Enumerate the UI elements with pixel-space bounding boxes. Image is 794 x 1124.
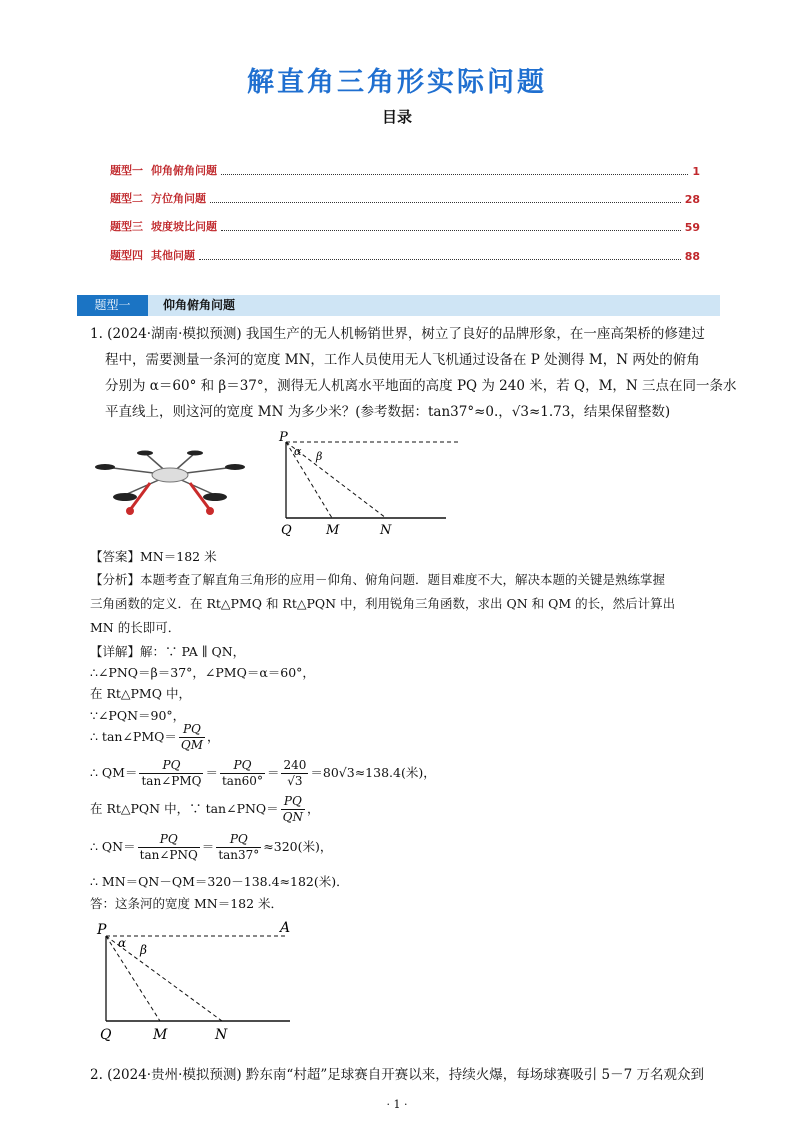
segment-PM [106, 936, 160, 1021]
text: ∴ QN＝ [90, 839, 136, 854]
text: ， [307, 801, 320, 816]
toc-item-3[interactable] [110, 216, 700, 234]
step-6 [90, 758, 436, 789]
numerator: PQ [220, 758, 265, 774]
denominator: tan60° [221, 774, 263, 788]
numerator: PQ [179, 722, 205, 738]
fraction [216, 832, 261, 863]
step-3: 在 Rt△PMQ 中， [90, 686, 191, 701]
label-N: N [215, 1027, 228, 1043]
q2-line-1: 2. (2024·贵州·模拟预测) 黔东南“村超”足球赛自开赛以来，持续火爆，每场球赛吸引 5－7 万名观众到 [90, 1067, 704, 1083]
text: ＝80√3≈138.4(米)， [310, 765, 436, 780]
text: ＝ [205, 765, 218, 780]
text: ∴ tan∠PMQ＝ [90, 729, 177, 744]
step-7 [90, 794, 320, 825]
segment-PM [286, 442, 332, 518]
fraction [281, 794, 305, 825]
denominator: tan∠PNQ [139, 848, 198, 862]
section-banner [77, 295, 720, 316]
q1-line-3: 分别为 α＝60° 和 β＝37°，测得无人机离水平地面的高度 PQ 为 240 米，若 Q，M，N 三点在同一条水 [105, 378, 737, 394]
toc-label: 仰角俯角问题 [151, 164, 217, 177]
label-M: M [153, 1027, 168, 1043]
text: 在 Rt△PQN 中，∵ tan∠PNQ＝ [90, 801, 279, 816]
numerator: PQ [138, 832, 200, 848]
text: ＝ [201, 839, 215, 854]
fraction [139, 758, 203, 789]
label-P: P [279, 430, 288, 445]
toc-leader [210, 202, 681, 203]
toc-num: 题型三 [110, 220, 143, 233]
toc-page: 1 [692, 165, 700, 178]
q1-line-1: 1. (2024·湖南·模拟预测) 我国生产的无人机畅销世界，树立了良好的品牌形象，在一座高架桥的修建过 [90, 326, 705, 342]
step-5 [90, 722, 220, 753]
label-beta: β [140, 943, 147, 957]
toc-leader [221, 230, 681, 231]
section-title: 仰角俯角问题 [163, 298, 236, 312]
toc-leader [199, 259, 681, 260]
analysis-line-3: MN 的长即可． [90, 620, 181, 635]
analysis-line-2: 三角函数的定义．在 Rt△PMQ 和 Rt△PQN 中，利用锐角三角函数，求出 QN 和 QM 的长，然后计算出 [90, 596, 676, 611]
toc-label: 其他问题 [151, 249, 195, 262]
page-title: 解直角三角形实际问题 [247, 67, 547, 98]
label-A: A [280, 920, 291, 936]
q1-line-4: 平直线上，则这河的宽度 MN 为多少米？(参考数据：tan37°≈0.，√3≈1.73，结果保留整数) [105, 404, 671, 420]
denominator: QM [180, 738, 204, 752]
toc-label: 方位角问题 [151, 192, 206, 205]
label-Q: Q [100, 1027, 112, 1043]
drone-image [95, 445, 245, 525]
label-alpha: α [118, 936, 127, 950]
numerator: PQ [281, 794, 305, 810]
toc-num: 题型一 [110, 164, 143, 177]
toc-leader [221, 174, 688, 175]
label-M: M [326, 523, 340, 538]
text: ＝ [266, 765, 280, 780]
section-tag: 题型一 [77, 295, 148, 316]
step-8 [90, 832, 332, 863]
label-Q: Q [281, 523, 292, 538]
toc-page: 88 [684, 250, 700, 263]
toc-num: 题型四 [110, 249, 143, 262]
toc-heading: 目录 [381, 108, 412, 126]
fraction [220, 758, 265, 789]
numerator: PQ [139, 758, 203, 774]
step-2: ∴∠PNQ＝β＝37°，∠PMQ＝α＝60°， [90, 665, 315, 680]
numerator: PQ [216, 832, 261, 848]
fraction [281, 758, 308, 789]
toc-item-1[interactable] [110, 160, 700, 178]
text: ∴ QM＝ [90, 765, 138, 780]
step-10: 答：这条河的宽度 MN＝182 米． [90, 896, 284, 911]
page-number: · 1 · [386, 1098, 408, 1111]
toc-label: 坡度坡比问题 [151, 220, 217, 233]
step-1: 【详解】解：∵ PA ∥ QN， [90, 644, 246, 659]
text: ， [207, 729, 220, 744]
drone-body [152, 468, 188, 482]
text: ≈320(米)， [263, 839, 333, 854]
drone-foot [126, 507, 134, 515]
denominator: √3 [287, 774, 303, 788]
denominator: QN [282, 810, 304, 824]
toc-page: 28 [684, 193, 700, 206]
figure-1 [276, 430, 466, 540]
answer: 【答案】MN＝182 米 [90, 549, 217, 564]
label-alpha: α [294, 445, 302, 458]
drone-foot [206, 507, 214, 515]
q1-line-2: 程中，需要测量一条河的宽度 MN，工作人员使用无人飞机通过设备在 P 处测得 M，N 两处的俯角 [105, 352, 700, 368]
label-P: P [97, 922, 107, 938]
label-N: N [380, 523, 392, 538]
denominator: tan37° [218, 848, 260, 862]
toc-num: 题型二 [110, 192, 143, 205]
step-4: ∵∠PQN＝90°， [90, 708, 186, 723]
denominator: tan∠PMQ [141, 774, 202, 788]
figure-2 [92, 916, 302, 1044]
toc-item-2[interactable] [110, 188, 700, 206]
toc-page: 59 [684, 221, 700, 234]
label-beta: β [316, 450, 323, 463]
toc-item-4[interactable] [110, 245, 700, 263]
numerator: 240 [283, 758, 307, 772]
fraction [138, 832, 200, 863]
analysis-line-1: 【分析】本题考查了解直角三角形的应用－仰角、俯角问题．题目难度不大，解决本题的关键是熟练掌握 [90, 572, 666, 587]
fraction [179, 722, 205, 753]
step-9: ∴ MN＝QN－QM＝320－138.4≈182(米)． [90, 874, 349, 889]
